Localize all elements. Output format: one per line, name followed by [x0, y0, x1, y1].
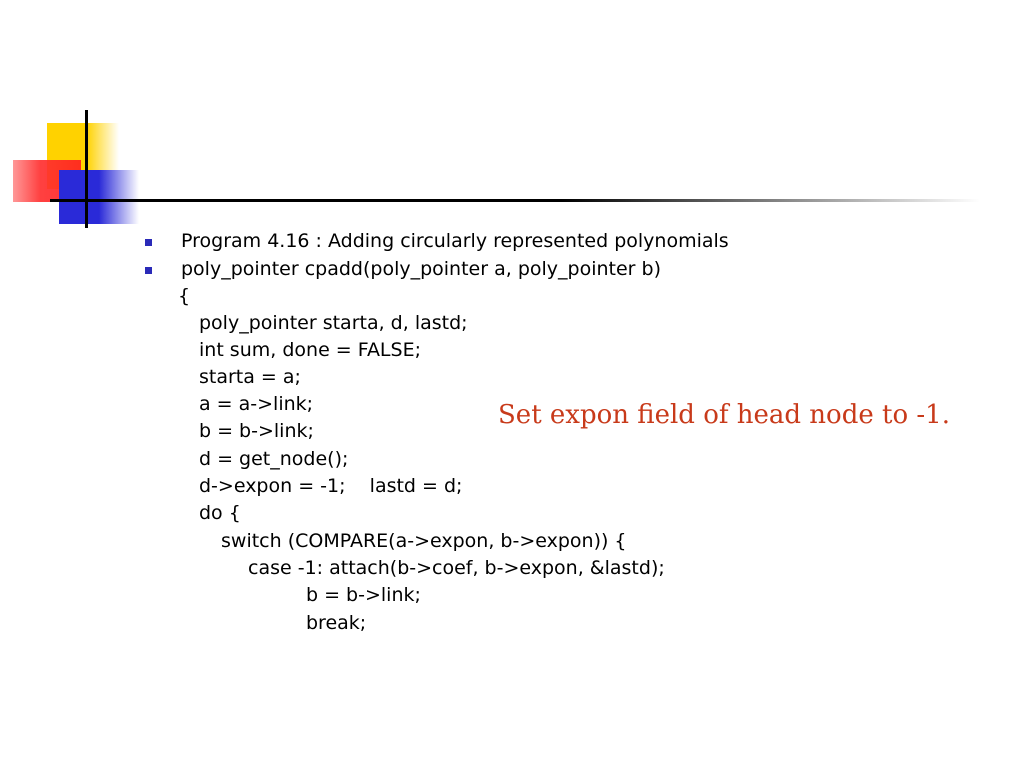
code-line: switch (COMPARE(a->expon, b->expon)) {: [221, 530, 627, 552]
code-line: {: [178, 285, 191, 307]
bullet-marker-icon: [145, 267, 152, 274]
code-line: poly_pointer starta, d, lastd;: [199, 312, 468, 334]
horizontal-rule: [50, 199, 980, 202]
bullet-text: Program 4.16 : Adding circularly represented polynomials: [181, 230, 729, 252]
code-line: a = a->link;: [199, 393, 314, 415]
vertical-rule: [85, 110, 88, 228]
code-line: b = b->link;: [199, 420, 314, 442]
code-line: starta = a;: [199, 366, 301, 388]
code-line: case -1: attach(b->coef, b->expon, &lastd);: [248, 557, 665, 579]
code-line: d->expon = -1; lastd = d;: [199, 475, 463, 497]
code-line: d = get_node();: [199, 448, 349, 470]
code-line: int sum, done = FALSE;: [199, 339, 421, 361]
code-line: b = b->link;: [306, 584, 421, 606]
bullet-text: poly_pointer cpadd(poly_pointer a, poly_pointer b): [181, 258, 661, 280]
code-line: break;: [306, 612, 367, 634]
bullet-marker-icon: [145, 239, 152, 246]
blue-square-decoration: [59, 170, 139, 224]
annotation-text: Set expon field of head node to -1.: [498, 400, 950, 430]
code-line: do {: [199, 502, 241, 524]
